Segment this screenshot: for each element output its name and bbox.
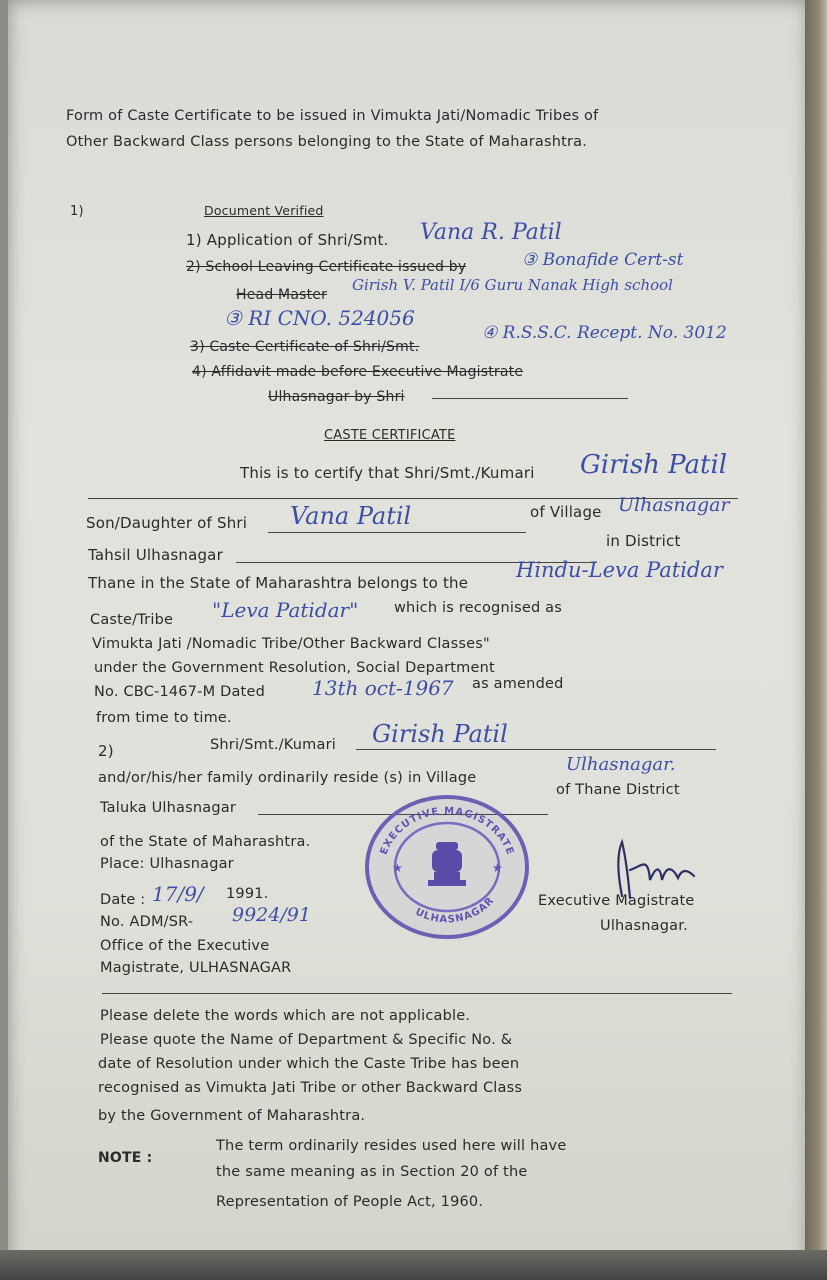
of-village-label: of Village xyxy=(530,503,602,521)
state-text: of the State of Maharashtra. xyxy=(100,834,311,850)
svg-text:★: ★ xyxy=(392,861,403,875)
office-line-1: Office of the Executive xyxy=(100,938,270,954)
doc-item-4b-label: Ulhasnagar by Shri xyxy=(268,389,405,405)
underline xyxy=(356,749,716,750)
caste-group-value: Hindu-Leva Patidar xyxy=(516,558,723,582)
footer-line-1: Please delete the words which are not applicable. xyxy=(100,1008,471,1024)
executive-magistrate-place: Ulhasnagar. xyxy=(600,918,688,934)
candidate-name: Girish Patil xyxy=(580,450,728,480)
shri-label: Shri/Smt./Kumari xyxy=(210,737,336,753)
father-name: Vana Patil xyxy=(290,502,412,530)
caste-tribe-label: Caste/Tribe xyxy=(90,612,174,628)
note-line-1: The term ordinarily resides used here will have xyxy=(216,1138,567,1154)
thane-text: Thane in the State of Maharashtra belongs to the xyxy=(88,574,469,592)
svg-text:★: ★ xyxy=(492,861,503,875)
footer-line-2: Please quote the Name of Department & Specific No. & xyxy=(100,1032,513,1048)
resolution-number: No. CBC-1467-M Dated xyxy=(94,684,265,700)
vjnt-text: Vimukta Jati /Nomadic Tribe/Other Backward Classes" xyxy=(92,636,490,652)
doc-item-2b-label: Head Master xyxy=(236,287,328,303)
resident-name: Girish Patil xyxy=(372,720,508,748)
amended-text: as amended xyxy=(472,676,564,692)
date-label: Date : xyxy=(100,892,146,908)
footer-line-3: date of Resolution under which the Caste Tribe has been xyxy=(98,1056,520,1072)
number-label: No. ADM/SR- xyxy=(100,914,194,930)
certify-text: This is to certify that Shri/Smt./Kumari xyxy=(240,464,535,482)
background-edge xyxy=(805,0,827,1280)
note-label: NOTE : xyxy=(98,1150,153,1166)
doc-item-2b-value: Girish V. Patil I/6 Guru Nanak High school xyxy=(352,276,673,294)
doc-item-1-label: 1) Application of Shri/Smt. xyxy=(186,231,389,249)
family-text: and/or/his/her family ordinarily reside (s) in Village xyxy=(98,770,477,786)
footer-line-5: by the Government of Maharashtra. xyxy=(98,1108,366,1124)
seal-top-text: EXECUTIVE MAGISTRATE xyxy=(378,805,516,857)
date-year: 1991. xyxy=(226,886,269,902)
doc-item-1-value: Vana R. Patil xyxy=(420,220,562,245)
doc-item-2-value: ③ Bonafide Cert-st xyxy=(522,250,684,270)
son-of-label: Son/Daughter of Shri xyxy=(86,514,248,532)
in-district-label: in District xyxy=(606,532,681,550)
header-line-2: Other Backward Class persons belonging to the State of Maharashtra. xyxy=(66,134,588,150)
number-value: 9924/91 xyxy=(232,904,311,926)
documents-verified-title: Document Verified xyxy=(204,203,324,218)
tahsil-label: Tahsil Ulhasnagar xyxy=(88,546,223,564)
note-line-2: the same meaning as in Section 20 of the xyxy=(216,1164,528,1180)
divider xyxy=(102,993,732,994)
caste-value: "Leva Patidar" xyxy=(212,598,359,622)
village-value: Ulhasnagar xyxy=(618,494,730,516)
caste-certificate-heading: CASTE CERTIFICATE xyxy=(324,428,456,443)
underline xyxy=(268,532,526,533)
underline xyxy=(432,398,628,399)
resolution-date: 13th oct-1967 xyxy=(312,676,454,700)
official-seal-stamp xyxy=(362,792,532,942)
date-value: 17/9/ xyxy=(152,882,204,906)
background-bottom xyxy=(0,1250,827,1280)
thane-district-text: of Thane District xyxy=(556,782,680,798)
header-line-1: Form of Caste Certificate to be issued in Vimukta Jati/Nomadic Tribes of xyxy=(66,108,599,124)
seal-bottom-text: ULHASNAGAR xyxy=(413,895,497,926)
taluka-text: Taluka Ulhasnagar xyxy=(100,800,236,816)
section-2-number: 2) xyxy=(98,742,114,760)
section-1-number: 1) xyxy=(70,204,84,219)
place-text: Place: Ulhasnagar xyxy=(100,856,234,872)
executive-magistrate-title: Executive Magistrate xyxy=(538,893,695,909)
time-text: from time to time. xyxy=(96,710,232,726)
signature-icon xyxy=(608,836,698,906)
office-line-2: Magistrate, ULHASNAGAR xyxy=(100,960,292,976)
doc-item-2-label: 2) School Leaving Certificate issued by xyxy=(186,259,467,275)
recognised-text: which is recognised as xyxy=(394,600,562,616)
doc-item-3-value: ③ RI CNO. 524056 xyxy=(224,306,415,330)
resident-village: Ulhasnagar. xyxy=(566,754,676,775)
doc-item-3-label: 3) Caste Certificate of Shri/Smt. xyxy=(190,339,420,355)
gr-text: under the Government Resolution, Social Department xyxy=(94,660,495,676)
doc-item-4-value: ④ R.S.S.C. Recept. No. 3012 xyxy=(482,323,727,343)
doc-item-4-label: 4) Affidavit made before Executive Magistrate xyxy=(192,364,524,380)
footer-line-4: recognised as Vimukta Jati Tribe or other Backward Class xyxy=(98,1080,523,1096)
note-line-3: Representation of People Act, 1960. xyxy=(216,1194,484,1210)
